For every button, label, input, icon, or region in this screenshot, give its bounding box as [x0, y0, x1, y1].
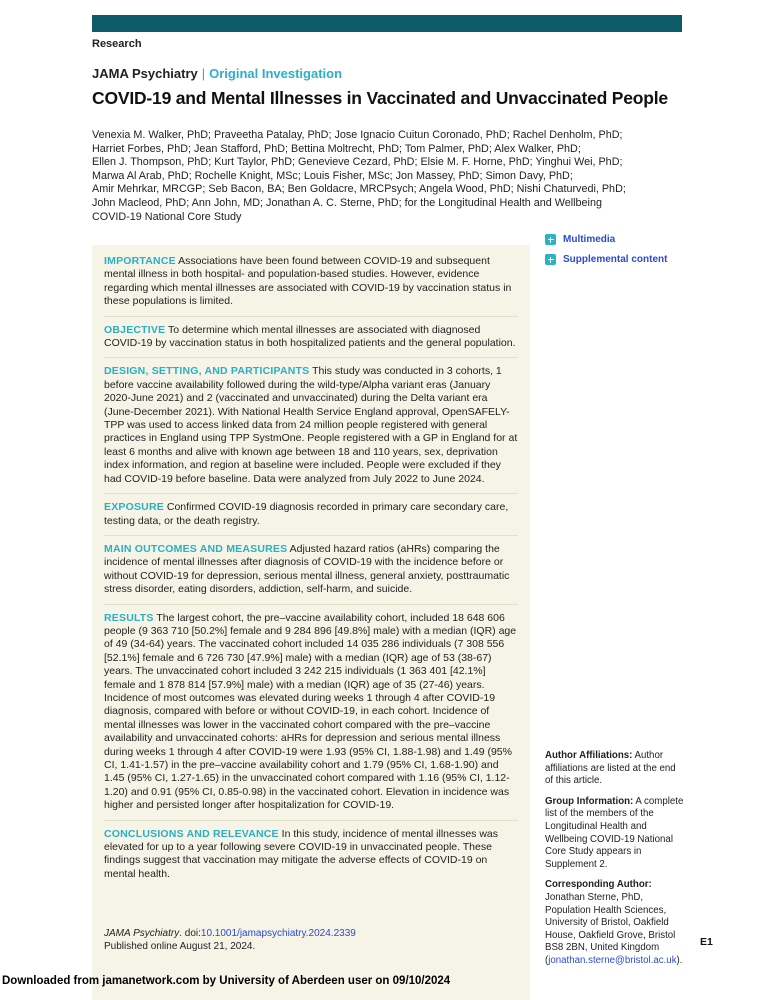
citation-journal-name: JAMA Psychiatry — [104, 928, 180, 940]
section-text: This study was conducted in 3 cohorts, 1 before vaccine availability followed during the wild-type/Alpha variant eras (January 2020-June 2021) and 2 (vaccinated and unvaccinated) during the Delta variant era (June-December 2021). With National Health Service England approval, OpenSAFELY-TPP was used to access linked data from 24 million people registered with general practices in England using TPP SystmOne. People registered with a GP in England for at least 6 months and alive with known age between 18 and 110 years, sex, deprivation index information, and region at baseline were included. People were excluded if they had COVID-19 before baseline. Data were analyzed from July 2022 to June 2024. — [104, 365, 518, 485]
supplemental-content-link[interactable] — [545, 254, 695, 265]
citation-published-line: Published online August 21, 2024. — [104, 941, 256, 953]
author-line: Harriet Forbes, PhD; Jean Stafford, PhD; Bettina Moltrecht, PhD; Tom Palmer, PhD; Alex Walker, PhD; — [92, 142, 581, 155]
section-text: Associations have been found between COVID-19 and subsequent mental illness in both hospital- and population-based studies. However, evidence regarding which mental illnesses are associated with COVID-19 by vaccination status in these populations is limited. — [104, 255, 512, 308]
multimedia-link[interactable] — [545, 234, 695, 245]
author-affiliations-note — [545, 750, 684, 788]
article-title: COVID-19 and Mental Illnesses in Vaccinated and Unvaccinated People — [92, 88, 668, 108]
note-label: Corresponding Author: — [545, 879, 652, 891]
section-label: IMPORTANCE — [104, 255, 176, 267]
citation-doi-line — [104, 927, 518, 940]
plus-icon — [545, 254, 556, 265]
note-text: A complete list of the members of the Longitudinal Health and Wellbeing COVID-19 National Core Study appears in Supplement 2. — [545, 795, 684, 870]
multimedia-label: Multimedia — [563, 234, 616, 245]
plus-icon — [545, 234, 556, 245]
section-text: To determine which mental illnesses are associated with diagnosed COVID-19 by vaccination status in both hospitalized patients and the general population. — [104, 323, 516, 350]
research-label: Research — [92, 38, 142, 50]
abstract-box — [92, 245, 530, 1000]
author-line: COVID-19 National Core Study — [92, 210, 242, 223]
note-text: Jonathan Sterne, PhD, Population Health Sciences, University of Bristol, Oakfield House, Oakfield Grove, Bristol BS8 2BN, United Kingdom ( — [545, 891, 676, 966]
section-label: EXPOSURE — [104, 501, 164, 514]
abstract-section-design — [104, 357, 518, 486]
article-kicker — [92, 66, 342, 81]
author-line: Ellen J. Thompson, PhD; Kurt Taylor, PhD; Genevieve Cezard, PhD; Elsie M. F. Horne, PhD; Yinghui Wei, PhD; — [92, 156, 623, 169]
supplemental-content-label: Supplemental content — [563, 254, 668, 265]
section-text: Confirmed COVID-19 diagnosis recorded in primary care secondary care, testing data, or the death registry. — [104, 501, 509, 527]
note-label: Author Affiliations: — [545, 750, 633, 761]
note-label: Group Information: — [545, 795, 634, 807]
abstract-section-objective — [104, 316, 518, 351]
abstract-section-importance — [104, 255, 518, 309]
abstract-section-results — [104, 604, 518, 813]
abstract-section-conclusions — [104, 820, 518, 882]
sidebar-links — [545, 234, 695, 274]
citation-doi-prefix: . doi: — [179, 928, 201, 940]
author-line: Marwa Al Arab, PhD; Rochelle Knight, MSc; Louis Fisher, MSc; Jon Massey, PhD; Simon Davy, PhD; — [92, 169, 573, 182]
group-information-note — [545, 796, 684, 872]
kicker-separator: | — [201, 66, 206, 81]
download-stamp: Downloaded from jamanetwork.com by University of Aberdeen user on 09/10/2024 — [2, 975, 451, 987]
corresponding-author-note — [545, 879, 684, 967]
section-label: CONCLUSIONS AND RELEVANCE — [104, 827, 279, 840]
section-text: The largest cohort, the pre–vaccine availability cohort, included 18 648 606 people (9 363 710 [50.2%] female and 9 284 896 [49.8%] male) with a median (IQR) age of 49 (34-64) years. The vaccinated cohort included 14 035 286 individuals (7 308 556 [52.1%] female and 6 726 730 [47.9%] male) with a median (IQR) age of 53 (38-67) years. The unvaccinated cohort included 3 242 215 individuals (1 363 401 [42.1%] female and 1 878 814 [57.9%] male) with a median (IQR) age of 35 (27-46) years. Incidence of most outcomes was elevated during weeks 1 through 4 after COVID-19 diagnosis, compared with before or without COVID-19, in each cohort. Incidence of mental illnesses was lower in the vaccinated cohort compared with the pre–vaccine availability and unvaccinated cohorts: aHRs for depression and serious mental illness during weeks 1 through 4 after COVID-19 were 1.93 (95% CI, 1.88-1.98) and 1.49 (95% CI, 1.41-1.57) in the pre–vaccine availability cohort and 1.79 (95% CI, 1.68-1.90) and 1.45 (95% CI, 1.27-1.65) in the unvaccinated cohort compared with 1.16 (95% CI, 1.12-1.20) and 0.91 (95% CI, 0.85-0.98) in the vaccinated cohort. Elevation in incidence was higher and persisted longer after hospitalization for COVID-19. — [104, 611, 517, 812]
article-citation — [104, 927, 518, 953]
sidebar-notes — [545, 750, 684, 968]
journal-name: JAMA Psychiatry — [92, 66, 198, 81]
note-suffix: ). — [676, 954, 683, 966]
doi-link[interactable]: 10.1001/jamapsychiatry.2024.2339 — [200, 928, 356, 940]
corresponding-author-email-link[interactable]: jonathan.sterne@bristol.ac.uk — [548, 954, 677, 966]
journal-brand-bar — [92, 15, 682, 32]
section-label: MAIN OUTCOMES AND MEASURES — [104, 542, 288, 555]
page-number: E1 — [700, 936, 713, 948]
author-line: Amir Mehrkar, MRCGP; Seb Bacon, BA; Ben Goldacre, MRCPsych; Angela Wood, PhD; Nishi Chaturvedi, PhD; — [92, 183, 626, 196]
section-label: OBJECTIVE — [104, 323, 166, 336]
author-list — [92, 129, 692, 224]
section-label: DESIGN, SETTING, AND PARTICIPANTS — [104, 365, 310, 378]
abstract-section-exposure — [104, 493, 518, 528]
section-text: Adjusted hazard ratios (aHRs) comparing the incidence of mental illnesses after diagnosis of COVID-19 with the incidence before or without COVID-19 for depression, serious mental illness, general anxiety, posttraumatic stress disorder, eating disorders, addiction, self-harm, and suicide. — [104, 542, 510, 596]
abstract-section-outcomes — [104, 535, 518, 597]
article-category: Original Investigation — [209, 66, 343, 81]
note-text: Author affiliations are listed at the end of this article. — [545, 750, 676, 787]
section-text: In this study, incidence of mental illnesses was elevated for up to a year following severe COVID-19 in unvaccinated people. These findings suggest that vaccination may mitigate the adverse effects of COVID-19 on mental health. — [104, 827, 499, 880]
author-line: John Macleod, PhD; Ann John, MD; Jonathan A. C. Sterne, PhD; for the Longitudinal Health and Wellbeing — [92, 196, 602, 209]
author-line: Venexia M. Walker, PhD; Praveetha Patalay, PhD; Jose Ignacio Cuitun Coronado, PhD; Rachel Denholm, PhD; — [92, 129, 623, 141]
section-label: RESULTS — [104, 611, 154, 624]
